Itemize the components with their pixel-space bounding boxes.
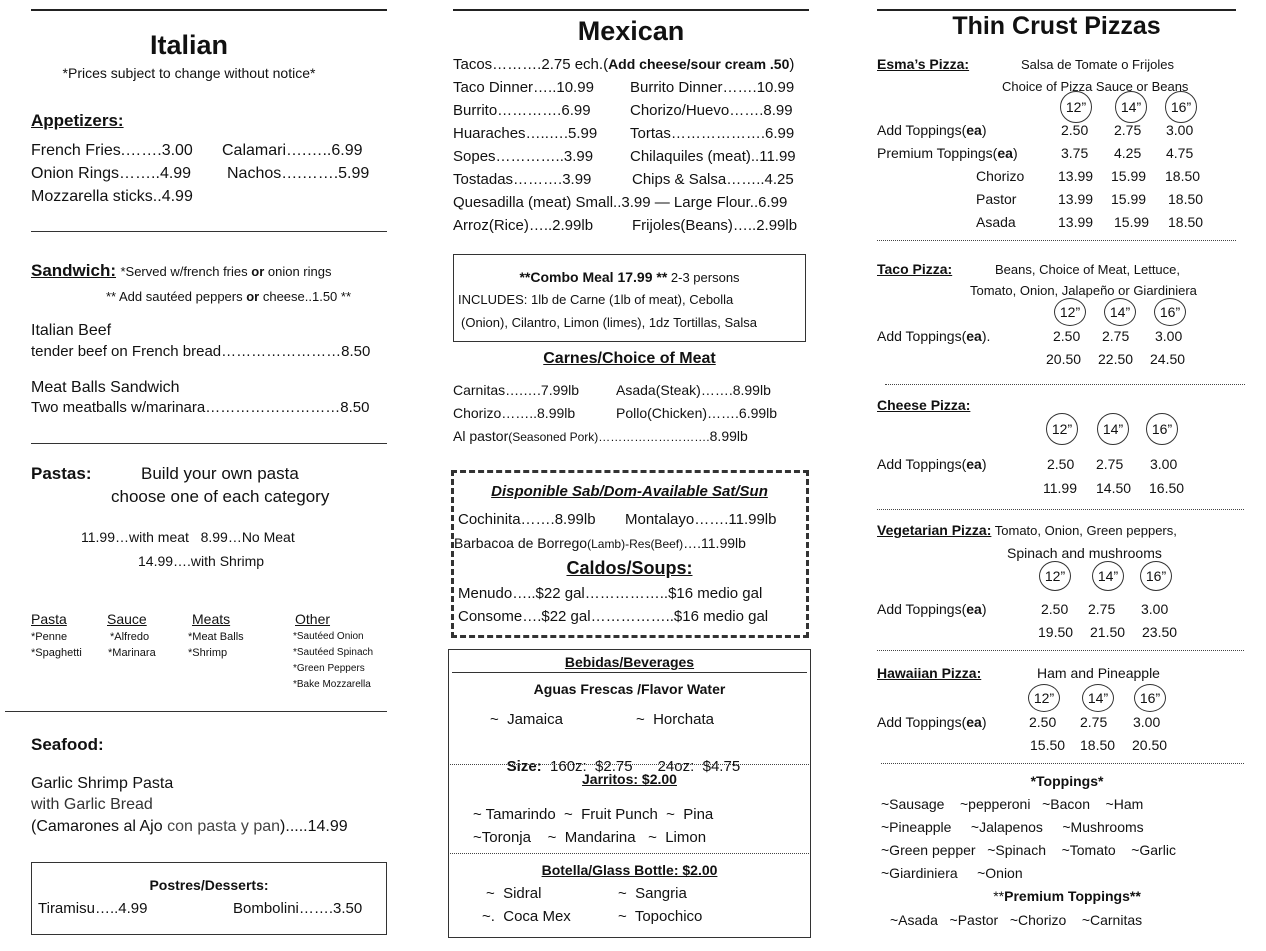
sandwich-note-1a: *Served w/french fries bbox=[120, 264, 252, 279]
price: 2.75 bbox=[1102, 328, 1130, 344]
add-toppings-a: Add Toppings( bbox=[877, 328, 967, 344]
taco-desc-1: Beans, Choice of Meat, Lettuce, bbox=[995, 262, 1180, 277]
menu-item: Burrito Dinner…….10.99 bbox=[630, 79, 795, 96]
al-pastor-line bbox=[453, 428, 748, 444]
menu-item: Huaraches…..….5.99 bbox=[453, 125, 598, 142]
add-toppings-c: ) bbox=[981, 601, 987, 617]
jarritos-flavors: ~ Tamarindo ~ Fruit Punch ~ Pina bbox=[473, 806, 714, 823]
sandwich-note-or: or bbox=[251, 264, 265, 279]
sandwich-addon-note bbox=[106, 289, 351, 304]
add-toppings-ea: ea bbox=[966, 456, 982, 472]
size-14-badge: 14” bbox=[1097, 413, 1129, 445]
price: 19.50 bbox=[1038, 624, 1074, 640]
price: 3.00 bbox=[1166, 122, 1194, 138]
meats-col-header: Meats bbox=[192, 611, 231, 627]
esma-meat-name: Asada bbox=[976, 214, 1016, 230]
divider bbox=[31, 443, 387, 444]
desserts-box bbox=[31, 862, 387, 935]
barbacoa-price: ….11.99lb bbox=[683, 535, 746, 551]
mexican-column bbox=[400, 0, 840, 951]
drink-item: ~ Jamaica bbox=[490, 711, 563, 728]
jarritos-heading: Jarritos: $2.00 bbox=[582, 771, 677, 787]
other-option: *Green Peppers bbox=[293, 663, 365, 674]
pasta-col-header: Pasta bbox=[31, 611, 67, 627]
esma-meat-name: Chorizo bbox=[976, 168, 1025, 184]
combo-title-row bbox=[453, 269, 806, 285]
price: 4.25 bbox=[1114, 145, 1142, 161]
price: 2.50 bbox=[1029, 714, 1057, 730]
price: 24.50 bbox=[1150, 351, 1186, 367]
other-option: *Sautéed Onion bbox=[293, 631, 364, 642]
arroz-item: Arroz(Rice)…..2.99lb bbox=[453, 217, 594, 234]
esma-desc-2: Choice of Pizza Sauce or Beans bbox=[1002, 79, 1189, 94]
add-toppings-c: ) bbox=[981, 122, 987, 138]
price: 15.99 bbox=[1111, 168, 1147, 184]
menu-item: Sopes…………..3.99 bbox=[453, 148, 594, 165]
menu-item: Tostadas……….3.99 bbox=[453, 171, 592, 188]
price: 23.50 bbox=[1142, 624, 1178, 640]
price: 20.50 bbox=[1132, 737, 1168, 753]
appetizer-item: Calamari….…..6.99 bbox=[222, 142, 363, 159]
appetizer-item: Mozzarella sticks..4.99 bbox=[31, 188, 193, 205]
price: 20.50 bbox=[1046, 351, 1082, 367]
beverages-heading: Bebidas/Beverages bbox=[564, 654, 695, 670]
meat-item: Pollo(Chicken)…….6.99lb bbox=[616, 405, 778, 421]
size-14-badge: 14” bbox=[1104, 298, 1136, 326]
divider bbox=[885, 384, 1245, 385]
italian-beef-name: Italian Beef bbox=[31, 322, 112, 339]
add-toppings-label bbox=[877, 456, 987, 472]
size-12-badge: 12” bbox=[1060, 91, 1092, 123]
price: 18.50 bbox=[1080, 737, 1116, 753]
menu-item: Chilaquiles (meat)..11.99 bbox=[630, 148, 796, 165]
bottle-item: ~. Coca Mex bbox=[482, 908, 571, 925]
divider bbox=[450, 764, 809, 765]
dessert-item: Tiramisu…..4.99 bbox=[38, 900, 148, 917]
menu-item: Burrito………….6.99 bbox=[453, 102, 591, 119]
size-16-badge: 16” bbox=[1134, 684, 1166, 712]
price: 2.75 bbox=[1114, 122, 1142, 138]
carnes-heading: Carnes/Choice of Meat bbox=[543, 350, 716, 367]
add-toppings-ea: ea bbox=[966, 328, 982, 344]
add-toppings-ea: ea bbox=[966, 601, 982, 617]
add-toppings-a: Add Toppings( bbox=[877, 714, 967, 730]
toppings-list: ~Sausage ~pepperoni ~Bacon ~Ham bbox=[881, 796, 1144, 812]
meat-item: Carnitas….….7.99lb bbox=[453, 382, 580, 398]
price: 4.75 bbox=[1166, 145, 1194, 161]
beverages-rule bbox=[452, 672, 807, 673]
add-toppings-a: Add Toppings( bbox=[877, 122, 967, 138]
combo-includes-cont: (Onion), Cilantro, Limon (limes), 1dz Tortillas, Salsa bbox=[461, 315, 757, 330]
price: 13.99 bbox=[1058, 168, 1094, 184]
divider bbox=[881, 763, 1244, 764]
garlic-shrimp-price: ).....14.99 bbox=[280, 818, 348, 835]
pasta-price-line-2: 14.99….with Shrimp bbox=[138, 553, 265, 569]
add-toppings-ea: ea bbox=[966, 122, 982, 138]
divider bbox=[450, 853, 809, 854]
quesadilla-line: Quesadilla (meat) Small..3.99 — Large Flour..6.99 bbox=[453, 194, 788, 211]
price: 3.00 bbox=[1133, 714, 1161, 730]
divider bbox=[877, 240, 1236, 241]
veg-desc-2: Spinach and mushrooms bbox=[1007, 545, 1162, 561]
add-toppings-c: ). bbox=[981, 328, 991, 344]
price: 15.99 bbox=[1114, 214, 1150, 230]
add-toppings-c: ) bbox=[981, 714, 987, 730]
add-toppings-label bbox=[877, 328, 990, 344]
appetizers-heading: Appetizers: bbox=[31, 111, 124, 130]
size-14-badge: 14” bbox=[1092, 561, 1124, 591]
price: 3.00 bbox=[1141, 601, 1169, 617]
menu-item: Tortas……………….6.99 bbox=[630, 125, 795, 142]
italian-title: Italian bbox=[149, 30, 229, 60]
price: 15.50 bbox=[1030, 737, 1066, 753]
toppings-list: ~Giardiniera ~Onion bbox=[881, 865, 1023, 881]
sandwich-note-2b: cheese..1.50 ** bbox=[259, 289, 352, 304]
al-pastor-price: 8.99lb bbox=[709, 428, 748, 444]
esma-pizza-name: Esma’s Pizza: bbox=[877, 56, 970, 72]
bottle-item: ~ Sidral bbox=[486, 885, 542, 902]
bottle-item: ~ Topochico bbox=[618, 908, 703, 925]
pasta-option: *Penne bbox=[31, 631, 68, 643]
al-pastor-name: Al pastor bbox=[453, 428, 509, 444]
size-label: Size: bbox=[506, 758, 542, 775]
tacos-c: ) bbox=[789, 56, 795, 73]
veg-pizza-row bbox=[877, 522, 1177, 538]
combo-title: **Combo Meal 17.99 ** bbox=[519, 269, 668, 285]
soup-item: Menudo…..$22 gal……………..$16 medio gal bbox=[458, 585, 763, 602]
size-16-badge: 16” bbox=[1154, 298, 1186, 326]
weekend-item: Montalayo…….11.99lb bbox=[625, 511, 777, 528]
toppings-heading: *Toppings* bbox=[1030, 773, 1104, 789]
pizza-column bbox=[860, 0, 1266, 951]
price: 2.50 bbox=[1053, 328, 1081, 344]
meatball-sandwich-name: Meat Balls Sandwich bbox=[31, 379, 180, 396]
price: 13.99 bbox=[1058, 191, 1094, 207]
premium-ea: ea bbox=[997, 145, 1013, 161]
sandwich-heading-row bbox=[31, 261, 331, 281]
size-12-badge: 12” bbox=[1046, 413, 1078, 445]
price-notice: *Prices subject to change without notice* bbox=[62, 65, 316, 81]
tacos-line bbox=[453, 56, 794, 73]
size-14-badge: 14” bbox=[1082, 684, 1114, 712]
menu-item: Taco Dinner…..10.99 bbox=[453, 79, 594, 96]
sandwich-note-1b: onion rings bbox=[264, 264, 332, 279]
price: 2.75 bbox=[1088, 601, 1116, 617]
mexican-title: Mexican bbox=[577, 16, 685, 46]
garlic-shrimp-spanish bbox=[31, 818, 348, 836]
price: 21.50 bbox=[1090, 624, 1126, 640]
add-toppings-label bbox=[877, 122, 987, 138]
pizza-top-rule bbox=[877, 9, 1236, 11]
sauce-col-header: Sauce bbox=[107, 611, 147, 627]
garlic-shrimp-name: Garlic Shrimp Pasta bbox=[31, 775, 174, 792]
al-pastor-desc: (Seasoned Pork)………………………. bbox=[508, 430, 710, 444]
barbacoa-name: Barbacoa de Borrego bbox=[454, 535, 588, 551]
sandwich-heading: Sandwich: bbox=[31, 261, 117, 280]
add-toppings-label bbox=[877, 714, 987, 730]
price: 2.75 bbox=[1080, 714, 1108, 730]
premium-toppings-label bbox=[877, 145, 1018, 161]
price: 18.50 bbox=[1168, 214, 1204, 230]
add-toppings-ea: ea bbox=[966, 714, 982, 730]
appetizer-item: Nachos….…….5.99 bbox=[227, 165, 370, 182]
bottle-item: ~ Sangria bbox=[618, 885, 687, 902]
size-12-badge: 12” bbox=[1028, 684, 1060, 712]
frijoles-item: Frijoles(Beans)…..2.99lb bbox=[632, 217, 798, 234]
appetizer-item: French Fries.…….3.00 bbox=[31, 142, 193, 159]
price: 3.00 bbox=[1150, 456, 1178, 472]
italian-beef-desc: tender beef on French bread……………………8.50 bbox=[31, 343, 371, 360]
soup-item: Consome….$22 gal……………..$16 medio gal bbox=[458, 608, 769, 625]
cheese-pizza-name: Cheese Pizza: bbox=[877, 397, 971, 413]
meat-item: Chorizo……..8.99lb bbox=[453, 405, 576, 421]
other-col-header: Other bbox=[295, 611, 331, 627]
combo-includes: INCLUDES: 1lb de Carne (1lb of meat), Cebolla bbox=[458, 292, 734, 307]
pastas-subtitle-1: Build your own pasta bbox=[141, 464, 299, 483]
veg-pizza-name: Vegetarian Pizza: bbox=[877, 522, 992, 538]
taco-desc-2: Tomato, Onion, Jalapeño or Giardiniera bbox=[970, 283, 1197, 298]
size-12-badge: 12” bbox=[1054, 298, 1086, 326]
weekend-item: Cochinita…….8.99lb bbox=[458, 511, 596, 528]
esma-desc-1: Salsa de Tomate o Frijoles bbox=[1021, 57, 1174, 72]
seafood-heading: Seafood: bbox=[31, 735, 104, 754]
soups-heading: Caldos/Soups: bbox=[566, 558, 693, 578]
sauce-option: *Alfredo bbox=[110, 631, 150, 643]
garlic-shrimp-spanish-a: (Camarones al Ajo bbox=[31, 818, 163, 835]
appetizer-item: Onion Rings……..4.99 bbox=[31, 165, 192, 182]
weekend-heading: Disponible Sab/Dom-Available Sat/Sun bbox=[491, 483, 768, 500]
jarritos-flavors: ~Toronja ~ Mandarina ~ Limon bbox=[473, 829, 707, 846]
add-toppings-c: ) bbox=[981, 456, 987, 472]
desserts-heading: Postres/Desserts: bbox=[149, 877, 269, 893]
size-values: 160z: $2.75 24oz: $4.75 bbox=[541, 758, 741, 775]
italian-top-rule bbox=[31, 9, 387, 11]
divider bbox=[877, 650, 1244, 651]
menu-item: Chorizo/Huevo…….8.99 bbox=[630, 102, 793, 119]
price: 13.99 bbox=[1058, 214, 1094, 230]
other-option: *Bake Mozzarella bbox=[293, 679, 371, 690]
meat-option: *Meat Balls bbox=[188, 631, 244, 643]
pasta-price-line-1: 11.99…with meat 8.99…No Meat bbox=[81, 529, 295, 545]
divider bbox=[5, 711, 387, 712]
other-option: *Sautéed Spinach bbox=[293, 647, 374, 658]
veg-desc-1: Tomato, Onion, Green peppers, bbox=[991, 523, 1177, 538]
price: 14.50 bbox=[1096, 480, 1132, 496]
premium-toppings-heading bbox=[877, 888, 1257, 904]
meat-item: Asada(Steak)…….8.99lb bbox=[616, 382, 771, 398]
price: 3.75 bbox=[1061, 145, 1089, 161]
price: 16.50 bbox=[1149, 480, 1185, 496]
tacos-a: Tacos……….2.75 ech.( bbox=[453, 56, 609, 73]
toppings-list: ~Green pepper ~Spinach ~Tomato ~Garlic bbox=[881, 842, 1176, 858]
premium-stars: ** bbox=[993, 888, 1005, 904]
price: 2.75 bbox=[1096, 456, 1124, 472]
barbacoa-line bbox=[454, 535, 746, 551]
price: 2.50 bbox=[1061, 122, 1089, 138]
combo-persons: 2-3 persons bbox=[667, 270, 740, 285]
garlic-shrimp-desc: with Garlic Bread bbox=[31, 796, 153, 813]
garlic-shrimp-spanish-b: con pasta y pan bbox=[162, 818, 281, 835]
meatball-sandwich-desc: Two meatballs w/marinara………………………8.50 bbox=[31, 399, 370, 416]
hawaiian-pizza-name: Hawaiian Pizza: bbox=[877, 665, 982, 681]
premium-c: ) bbox=[1012, 145, 1018, 161]
price: 11.99 bbox=[1043, 480, 1077, 496]
price: 15.99 bbox=[1111, 191, 1147, 207]
pastas-subtitle-2: choose one of each category bbox=[111, 487, 330, 506]
bottle-heading: Botella/Glass Bottle: $2.00 bbox=[541, 862, 718, 878]
size-16-badge: 16” bbox=[1140, 561, 1172, 591]
mexican-top-rule bbox=[453, 9, 809, 11]
drink-item: ~ Horchata bbox=[636, 711, 714, 728]
hawaiian-desc: Ham and Pineapple bbox=[1037, 665, 1160, 681]
aguas-heading: Aguas Frescas /Flavor Water bbox=[533, 681, 726, 697]
add-toppings-label bbox=[877, 601, 987, 617]
barbacoa-desc: (Lamb)-Res(Beef) bbox=[587, 537, 684, 551]
meat-option: *Shrimp bbox=[188, 647, 228, 659]
tacos-addon: Add cheese/sour cream .50 bbox=[608, 56, 790, 72]
menu-item: Chips & Salsa……..4.25 bbox=[632, 171, 794, 188]
divider bbox=[31, 231, 387, 232]
size-12-badge: 12” bbox=[1039, 561, 1071, 591]
pastas-heading: Pastas: bbox=[31, 464, 92, 483]
premium-toppings-list: ~Asada ~Pastor ~Chorizo ~Carnitas bbox=[890, 912, 1143, 928]
divider bbox=[877, 509, 1244, 510]
price: 22.50 bbox=[1098, 351, 1134, 367]
size-16-badge: 16” bbox=[1165, 91, 1197, 123]
italian-column bbox=[0, 0, 400, 951]
premium-title: Premium Toppings** bbox=[1004, 888, 1141, 904]
pizza-title: Thin Crust Pizzas bbox=[952, 12, 1161, 40]
premium-a: Premium Toppings( bbox=[877, 145, 998, 161]
add-toppings-a: Add Toppings( bbox=[877, 456, 967, 472]
add-toppings-a: Add Toppings( bbox=[877, 601, 967, 617]
sandwich-note-2-or: or bbox=[246, 289, 260, 304]
size-14-badge: 14” bbox=[1115, 91, 1147, 123]
price: 3.00 bbox=[1155, 328, 1183, 344]
toppings-list: ~Pineapple ~Jalapenos ~Mushrooms bbox=[881, 819, 1144, 835]
sauce-option: *Marinara bbox=[108, 647, 156, 659]
price: 18.50 bbox=[1165, 168, 1201, 184]
size-16-badge: 16” bbox=[1146, 413, 1178, 445]
price: 18.50 bbox=[1168, 191, 1204, 207]
taco-pizza-name: Taco Pizza: bbox=[877, 261, 953, 277]
price: 2.50 bbox=[1047, 456, 1075, 472]
sandwich-note-2a: ** Add sautéed peppers bbox=[106, 289, 247, 304]
price: 2.50 bbox=[1041, 601, 1069, 617]
esma-meat-name: Pastor bbox=[976, 191, 1017, 207]
pasta-option: *Spaghetti bbox=[31, 647, 82, 659]
dessert-item: Bombolini…….3.50 bbox=[233, 900, 363, 917]
